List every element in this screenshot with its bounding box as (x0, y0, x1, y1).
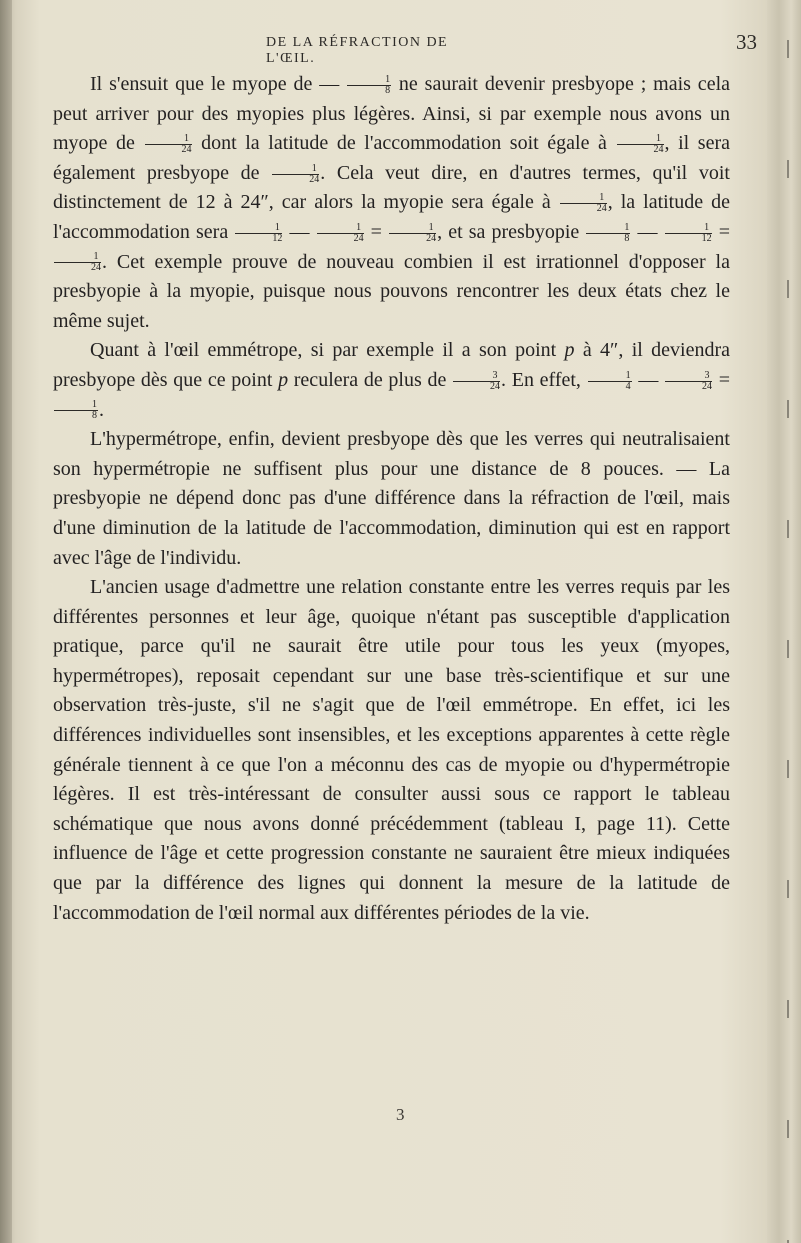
fraction-denominator: 24 (91, 262, 101, 274)
fraction-denominator: 24 (426, 232, 437, 244)
page-edge-marks (787, 0, 789, 1243)
fraction (54, 252, 101, 273)
fraction-numerator: 1 (145, 134, 192, 145)
paragraph-2 (53, 336, 730, 425)
body-text (53, 70, 730, 928)
text-run: ne saurait devenir presbyope ; mais cela peut arriver pour des myopies plus légères. Ainsi, si par exemple nous avons un myope de (53, 73, 730, 155)
text-run: . En effet, (501, 368, 587, 391)
fraction (588, 371, 632, 392)
signature-mark: 3 (396, 1105, 405, 1124)
fraction (665, 223, 712, 244)
fraction-numerator: 3 (453, 371, 500, 382)
fraction-numerator: 1 (235, 223, 282, 234)
fraction (665, 371, 712, 392)
fraction-numerator: 1 (317, 223, 364, 234)
fraction (586, 223, 630, 244)
fraction-denominator: 24 (353, 232, 364, 244)
fraction (145, 134, 192, 155)
paragraph-4: L'ancien usage d'admettre une relation constante entre les verres requis par les différentes personnes et leur âge, quoique n'étant pas susceptible d'application pratique, parce qu'il ne saurait être utile pour tous les yeux (myopes, hypermétropes), reposait cependant sur une base très-scientifique et sur une observation très-juste, s'il ne s'agit que de l'œil emmétrope. En effet, ici les différences individuelles sont insensibles, et les exceptions apparentes à cette règle générale tiennent à ce que l'on a méconnu des cas de myopie ou d'hypermétropie légères. Il est très-intéressant de consulter aussi sous ce rapport le tableau schématique que nous avons donné précédemment (tableau I, page 11). Cette influence de l'âge et cette progression constante ne sauraient être mieux indiquées que par la différence des lignes qui donnent la mesure de la latitude de l'accommodation de l'œil normal aux différentes périodes de la vie. (53, 576, 730, 924)
fraction-numerator: 3 (665, 371, 712, 382)
fraction-numerator: 1 (389, 223, 436, 234)
text-run: , il sera également presbyope de (53, 132, 731, 184)
fraction (347, 75, 391, 96)
fraction-numerator: 1 (54, 400, 98, 411)
paragraph-1 (53, 70, 730, 336)
text-run: Quant à l'œil emmétrope, si par exemple il a son point (90, 339, 565, 362)
fraction-denominator: 24 (702, 380, 713, 392)
text-run: , et sa presbyopie (437, 220, 586, 243)
paragraph-3: L'hypermétrope, enfin, devient presbyope dès que les verres qui neutralisaient son hypermétropie ne suffisent plus pour une distance de 8 pouces. — La presbyopie ne dépend donc pas d'une différence dans la réfraction de l'œil, mais d'une diminution de la latitude de l'accommodation, diminution qui est en rapport avec l'âge de l'individu. (53, 428, 730, 569)
text-run: dont la latitude de l'accommodation soit égale à (192, 132, 616, 155)
text-run: à 4″, il deviendra presbyope dès que ce point (53, 339, 730, 391)
text-run: . (99, 398, 104, 421)
fraction-denominator: 4 (625, 380, 631, 392)
fraction-denominator: 12 (272, 232, 283, 244)
fraction-denominator: 8 (92, 410, 97, 422)
fraction (560, 193, 607, 214)
fraction-numerator: 1 (665, 223, 712, 234)
page-number: 33 (736, 30, 757, 54)
fraction (617, 134, 664, 155)
text-run: = (712, 220, 731, 243)
text-run: = (364, 220, 389, 243)
fraction-denominator: 24 (653, 144, 664, 156)
fraction (272, 164, 319, 185)
text-run: — (283, 220, 316, 243)
fraction-numerator: 1 (560, 193, 607, 204)
fraction-numerator: 1 (347, 75, 391, 86)
text-run: . Cet exemple prouve de nouveau combien il est irrationnel d'opposer la presbyopie à la myopie, puisque nous pouvons rencontrer les deux états chez le même sujet. (53, 250, 730, 332)
fraction (54, 400, 98, 421)
fraction-denominator: 24 (490, 380, 501, 392)
text-run: — (632, 368, 665, 391)
fraction-numerator: 1 (272, 164, 319, 175)
fraction (235, 223, 282, 244)
point-symbol: p (278, 368, 289, 391)
page-edge-right (767, 0, 801, 1243)
fraction (453, 371, 500, 392)
text-run: reculera de plus de (288, 368, 453, 391)
fraction (389, 223, 436, 244)
text-run: , la latitude de l'accommodation sera (53, 191, 730, 243)
fraction (317, 223, 364, 244)
fraction-numerator: 1 (588, 371, 632, 382)
fraction-denominator: 12 (701, 232, 712, 244)
fraction-denominator: 24 (181, 144, 192, 156)
fraction-denominator: 8 (385, 84, 391, 96)
fraction-numerator: 1 (617, 134, 664, 145)
fraction-numerator: 1 (54, 252, 101, 263)
fraction-denominator: 8 (624, 232, 630, 244)
text-run: — (631, 220, 664, 243)
point-symbol: p (564, 339, 575, 362)
fraction-denominator: 24 (596, 203, 607, 215)
text-run: . Cela veut dire, en d'autres termes, qu'il voit distinctement de 12 à 24″, car alors la myopie sera égale à (53, 161, 730, 214)
fraction-numerator: 1 (586, 223, 630, 234)
book-gutter (0, 0, 12, 1243)
text-run: Il s'ensuit que le myope de — (90, 73, 347, 95)
text-run: = (713, 368, 730, 391)
fraction-denominator: 24 (309, 173, 320, 185)
running-title: DE LA RÉFRACTION DE L'ŒIL. (266, 35, 449, 66)
